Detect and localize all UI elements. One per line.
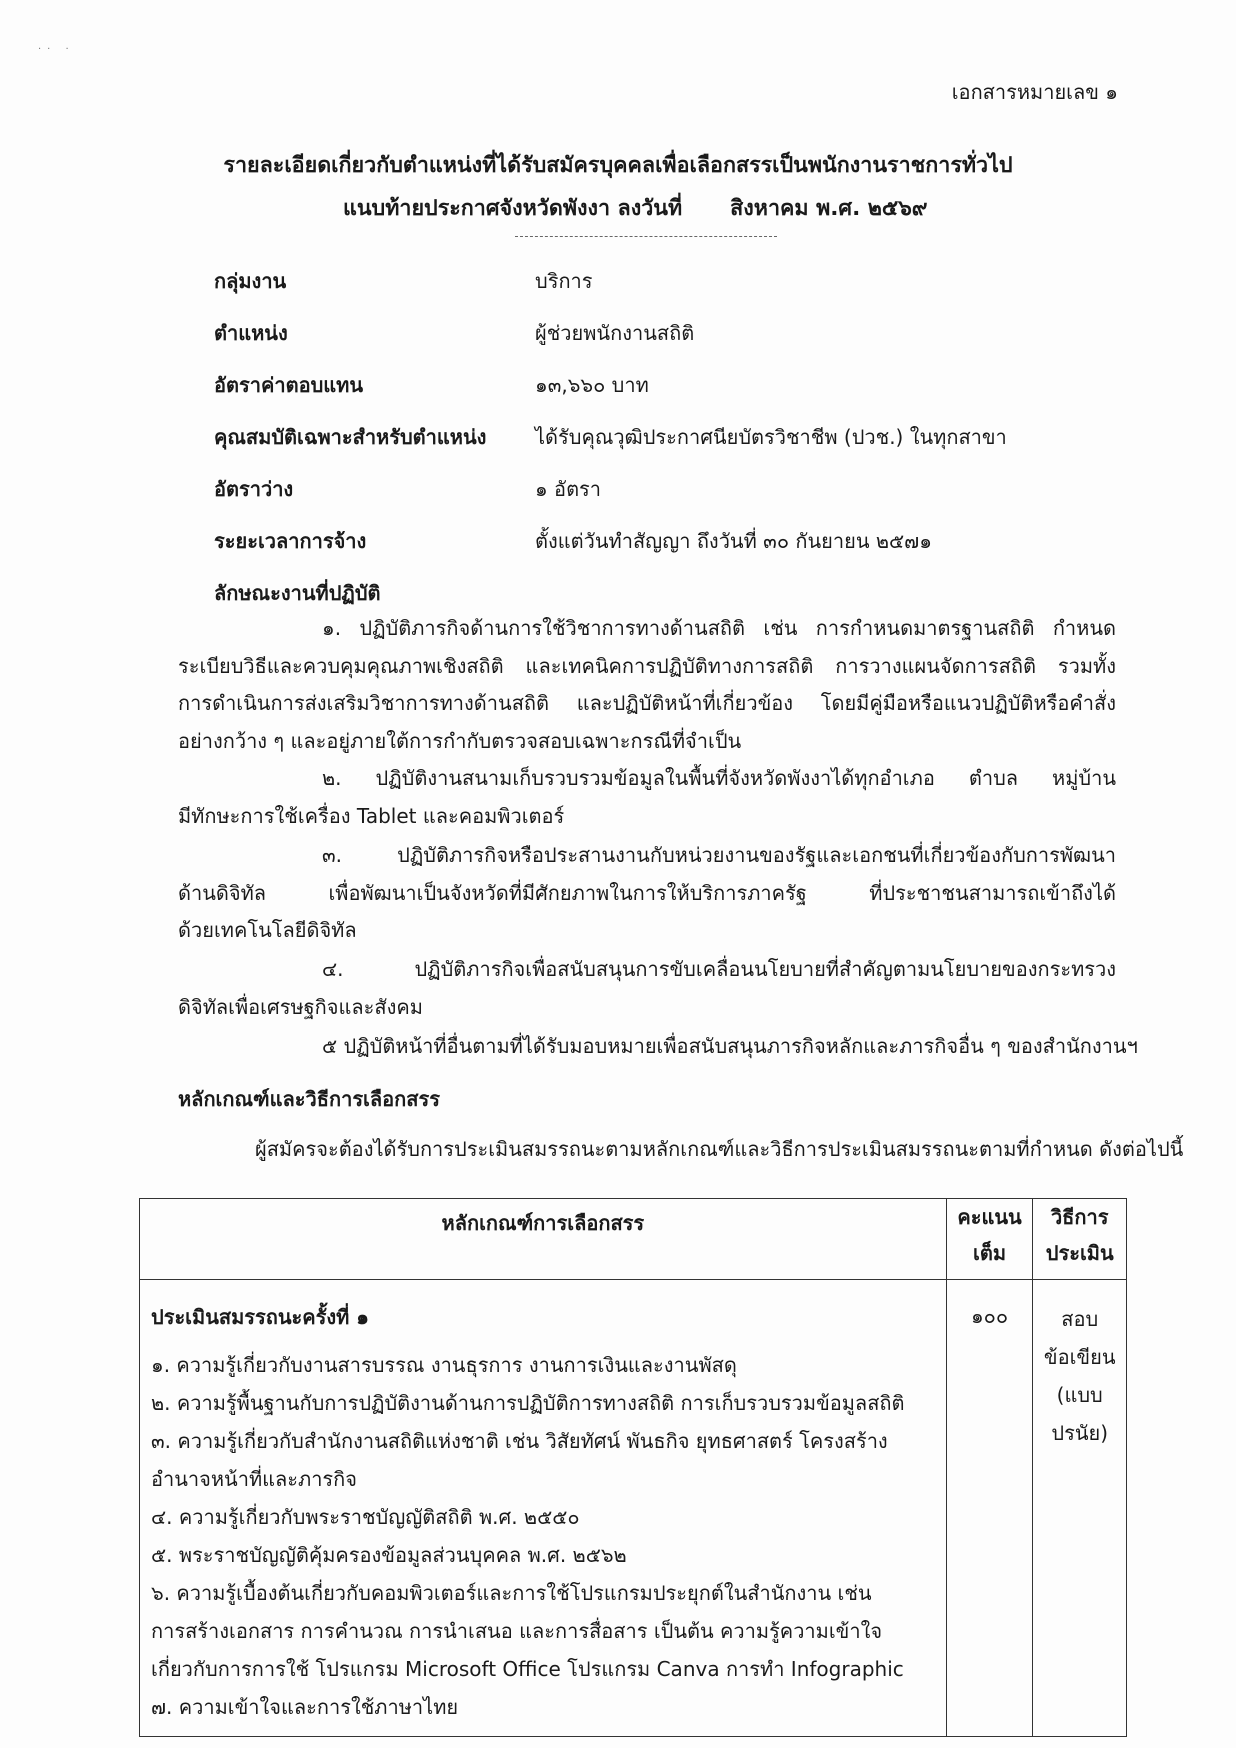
document-subtitle: [343, 191, 928, 225]
table-header-row: [140, 1199, 1127, 1280]
duty-paragraph-5: [178, 1028, 1138, 1066]
duty-paragraph-1: [178, 610, 1116, 760]
criteria-item: ๕. พระราชบัญญัติคุ้มครองข้อมูลส่วนบุคคล พ.ศ. ๒๕๖๒: [151, 1543, 627, 1567]
field-label-position: ตำแหน่ง: [214, 321, 288, 345]
header-method-line2: ประเมิน: [1045, 1241, 1114, 1265]
duty-line: อย่างกว้าง ๆ และอยู่ภายใต้การกำกับตรวจสอบเฉพาะกรณีที่จำเป็น: [178, 728, 742, 753]
scan-specks: ·· ·: [38, 44, 75, 55]
duty-line: ด้านดิจิทัล เพื่อพัฒนาเป็นจังหวัดที่มีศักยภาพในการให้บริการภาครัฐ ที่ประชาชนสามารถเข้าถึงได้: [178, 880, 1116, 905]
duty-line: มีทักษะการใช้เครื่อง Tablet และคอมพิวเตอร์: [178, 803, 565, 828]
method-line: ข้อเขียน: [1043, 1345, 1116, 1369]
criteria-table: [139, 1198, 1127, 1737]
method-line: สอบ: [1061, 1307, 1099, 1331]
title-divider: [515, 236, 777, 237]
criteria-item: ๓. ความรู้เกี่ยวกับสำนักงานสถิติแห่งชาติ เช่น วิสัยทัศน์ พันธกิจ ยุทธศาสตร์ โครงสร้าง: [151, 1429, 888, 1453]
criteria-item: ๒. ความรู้พื้นฐานกับการปฏิบัติงานด้านการปฏิบัติการทางสถิติ การเก็บรวบรวมข้อมูลสถิติ: [151, 1391, 905, 1415]
criteria-item: เกี่ยวกับการการใช้ โปรแกรม Microsoft Office โปรแกรม Canva การทำ Infographic: [151, 1657, 904, 1681]
duties-heading: ลักษณะงานที่ปฏิบัติ: [214, 581, 381, 605]
method-cell: [1033, 1280, 1127, 1737]
header-score-line1: คะแนน: [957, 1205, 1022, 1229]
duty-line: ดิจิทัลเพื่อเศรษฐกิจและสังคม: [178, 994, 423, 1019]
criteria-item: อำนาจหน้าที่และภารกิจ: [151, 1467, 358, 1491]
field-value-employment-period: ตั้งแต่วันทำสัญญา ถึงวันที่ ๓๐ กันยายน ๒๕๗๑: [535, 529, 932, 553]
criteria-item: ๔. ความรู้เกี่ยวกับพระราชบัญญัติสถิติ พ.ศ. ๒๕๕๐: [151, 1505, 580, 1529]
round-heading: ประเมินสมรรถนะครั้งที่ ๑: [151, 1305, 369, 1329]
header-score-line2: เต็ม: [973, 1241, 1007, 1265]
duty-line: ๒. ปฏิบัติงานสนามเก็บรวบรวมข้อมูลในพื้นที่จังหวัดพังงาได้ทุกอำเภอ ตำบล หมู่บ้าน: [322, 766, 1116, 790]
document-title: รายละเอียดเกี่ยวกับตำแหน่งที่ได้รับสมัครบุคคลเพื่อเลือกสรรเป็นพนักงานราชการทั่วไป: [223, 153, 1013, 178]
full-score-cell: ๑๐๐: [946, 1280, 1033, 1737]
duty-paragraph-2: [178, 760, 1116, 835]
duty-line: ๓. ปฏิบัติภารกิจหรือประสานงานกับหน่วยงานของรัฐและเอกชนที่เกี่ยวข้องกับการพัฒนา: [322, 843, 1116, 867]
criteria-item: ๗. ความเข้าใจและการใช้ภาษาไทย: [151, 1695, 459, 1719]
header-criteria: หลักเกณฑ์การเลือกสรร: [140, 1199, 947, 1280]
duty-line: ๔. ปฏิบัติภารกิจเพื่อสนับสนุนการขับเคลื่อนนโยบายที่สำคัญตามนโยบายของกระทรวง: [322, 957, 1116, 981]
field-label-qualification: คุณสมบัติเฉพาะสำหรับตำแหน่ง: [214, 425, 487, 449]
header-method-line1: วิธีการ: [1050, 1205, 1109, 1229]
duty-line: การดำเนินการส่งเสริมวิชาการทางด้านสถิติ และปฏิบัติหน้าที่เกี่ยวข้อง โดยมีคู่มือหรือแนวปฏิบัติหรือคำสั่ง: [178, 691, 1116, 715]
criteria-cell: [140, 1280, 947, 1737]
field-value-work-group: บริการ: [535, 269, 593, 293]
duty-paragraph-4: [178, 951, 1116, 1026]
subtitle-prefix: แนบท้ายประกาศจังหวัดพังงา ลงวันที่: [343, 196, 683, 221]
criteria-item: การสร้างเอกสาร การคำนวณ การนำเสนอ และการสื่อสาร เป็นต้น ความรู้ความเข้าใจ: [151, 1619, 883, 1643]
field-label-work-group: กลุ่มงาน: [214, 269, 287, 293]
field-value-vacancies: ๑ อัตรา: [535, 477, 602, 501]
duty-line: ๑. ปฏิบัติภารกิจด้านการใช้วิชาการทางด้านสถิติ เช่น การกำหนดมาตรฐานสถิติ กำหนด: [322, 616, 1116, 640]
duty-line: ระเบียบวิธีและควบคุมคุณภาพเชิงสถิติ และเทคนิคการปฏิบัติทางการสถิติ การวางแผนจัดการสถิติ รวมทั้ง: [178, 653, 1116, 678]
header-method: [1033, 1199, 1127, 1280]
field-label-employment-period: ระยะเวลาการจ้าง: [214, 529, 367, 553]
selection-intro: ผู้สมัครจะต้องได้รับการประเมินสมรรถนะตามหลักเกณฑ์และวิธีการประเมินสมรรถนะตามที่กำหนด ดังต่อไปนี้: [255, 1137, 1184, 1161]
criteria-item: ๖. ความรู้เบื้องต้นเกี่ยวกับคอมพิวเตอร์และการใช้โปรแกรมประยุกต์ในสำนักงาน เช่น: [151, 1581, 872, 1605]
table-row: [140, 1280, 1127, 1737]
duty-line: ด้วยเทคโนโลยีดิจิทัล: [178, 918, 357, 942]
duty-line: ๕ ปฏิบัติหน้าที่อื่นตามที่ได้รับมอบหมายเพื่อสนับสนุนภารกิจหลักและภารกิจอื่น ๆ ของสำนักงานฯ: [322, 1034, 1138, 1058]
method-line: (แบบปรนัย): [1051, 1383, 1109, 1445]
duty-paragraph-3: [178, 837, 1116, 950]
field-value-salary: ๑๓,๖๖๐ บาท: [535, 373, 649, 397]
field-label-salary: อัตราค่าตอบแทน: [214, 373, 364, 397]
field-value-position: ผู้ช่วยพนักงานสถิติ: [535, 321, 695, 345]
subtitle-date: สิงหาคม พ.ศ. ๒๕๖๙: [730, 196, 928, 221]
field-value-qualification: ได้รับคุณวุฒิประกาศนียบัตรวิชาชีพ (ปวช.) ในทุกสาขา: [535, 425, 1007, 449]
field-label-vacancies: อัตราว่าง: [214, 477, 294, 501]
header-full-score: [946, 1199, 1033, 1280]
document-number: เอกสารหมายเลข ๑: [951, 80, 1118, 104]
criteria-item: ๑. ความรู้เกี่ยวกับงานสารบรรณ งานธุรการ งานการเงินและงานพัสดุ: [151, 1353, 737, 1377]
selection-heading: หลักเกณฑ์และวิธีการเลือกสรร: [178, 1087, 440, 1111]
